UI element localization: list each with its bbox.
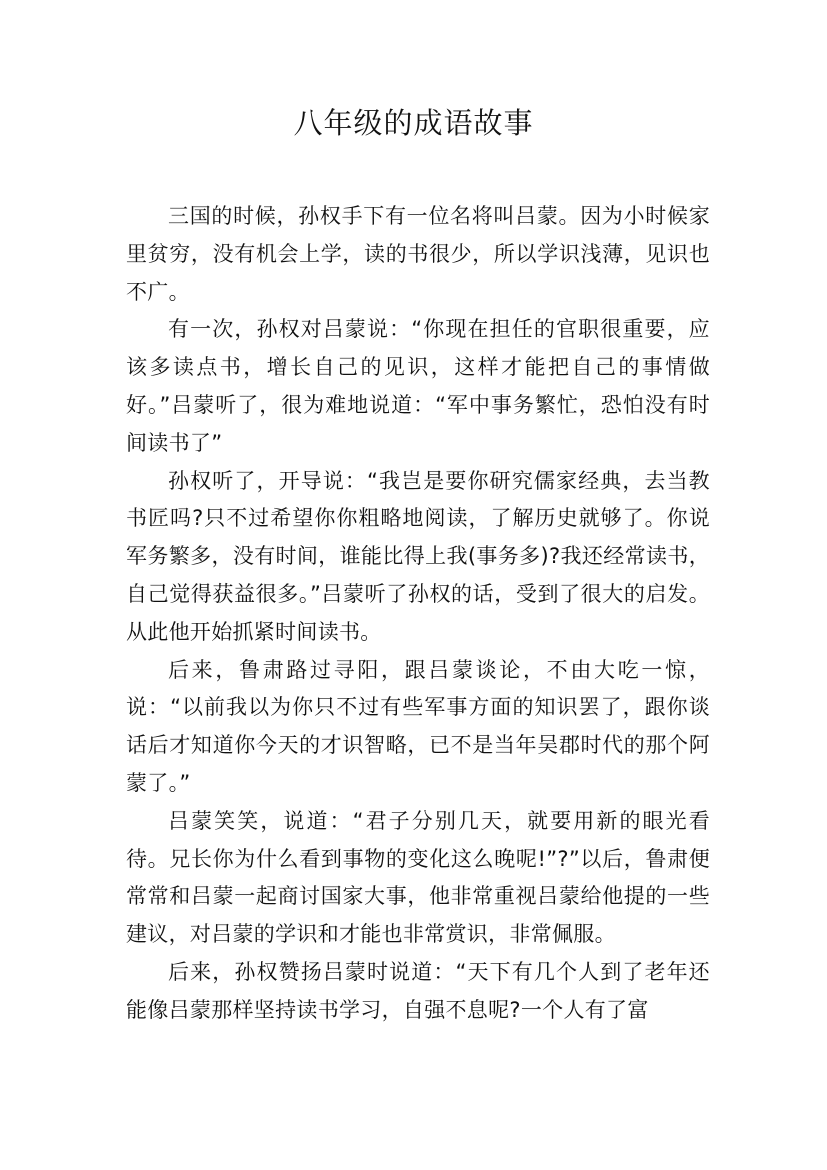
paragraph: 吕蒙笑笑，说道：“君子分别几天，就要用新的眼光看待。兄长你为什么看到事物的变化这么晚呢!”?”以后，鲁肃便常常和吕蒙一起商讨国家大事，他非常重视吕蒙给他提的一些建议，对吕蒙的学识和才能也非常赏识，非常佩服。 bbox=[126, 808, 710, 947]
paragraph: 后来，鲁肃路过寻阳，跟吕蒙谈论，不由大吃一惊，说：“以前我以为你只不过有些军事方面的知识罢了，跟你谈话后才知道你今天的才识智略，已不是当年吴郡时代的那个阿蒙了。” bbox=[126, 657, 710, 795]
document-body bbox=[126, 198, 710, 1030]
paragraph: 后来，孙权赞扬吕蒙时说道：“天下有几个人到了老年还能像吕蒙那样坚持读书学习，自强不息呢?一个人有了富 bbox=[126, 959, 710, 1022]
paragraph: 有一次，孙权对吕蒙说：“你现在担任的官职很重要，应该多读点书，增长自己的见识，这样才能把自己的事情做好。”吕蒙听了，很为难地说道：“军中事务繁忙，恐怕没有时间读书了” bbox=[126, 317, 710, 455]
paragraph: 三国的时候，孙权手下有一位名将叫吕蒙。因为小时候家里贫穷，没有机会上学，读的书很少，所以学识浅薄，见识也不广。 bbox=[126, 204, 710, 304]
paragraph: 孙权听了，开导说：“我岂是要你研究儒家经典，去当教书匠吗?只不过希望你你粗略地阅读，了解历史就够了。你说军务繁多，没有时间，谁能比得上我(事务多)?我还经常读书，自己觉得获益很多。”吕蒙听了孙权的话，受到了很大的启发。从此他开始抓紧时间读书。 bbox=[126, 468, 710, 644]
document-title: 八年级的成语故事 bbox=[293, 106, 534, 140]
